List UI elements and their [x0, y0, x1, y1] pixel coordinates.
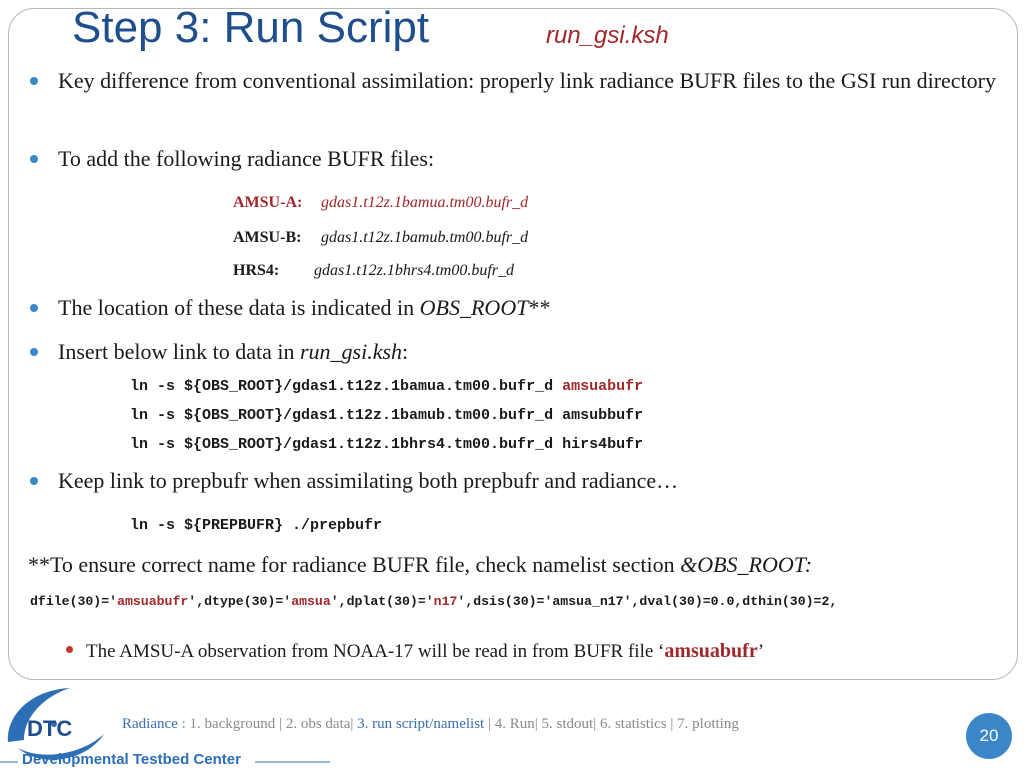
link-command-amsua: [130, 378, 643, 395]
bufr-filename: gdas1.t12z.1bhrs4.tm00.bufr_d: [314, 262, 515, 279]
nav-item-run-script[interactable]: 3. run script/namelist: [357, 716, 485, 732]
slide-title: Step 3: Run Script: [72, 3, 430, 52]
bullet-text: The location of these data is indicated in: [58, 295, 420, 320]
sub-bullet-text: The AMSU-A observation from NOAA-17 will be read in from BUFR file ‘: [86, 641, 665, 662]
dtc-logo-text: DTC: [27, 716, 73, 741]
dfile-part: ',dsis(30)='amsua_n17',dval(30)=0.0,dthin(30)=2,: [457, 594, 838, 609]
nav-separator: :: [177, 716, 190, 732]
bufr-filename: gdas1.t12z.1bamua.tm00.bufr_d: [321, 194, 529, 211]
bufr-file-amsub: [233, 229, 528, 247]
bufr-label: HRS4:: [233, 262, 280, 279]
bullet-dot-icon: [30, 348, 38, 356]
namelist-note: [28, 552, 812, 578]
dfile-part: ',dplat(30)=': [330, 594, 434, 609]
nav-item-run[interactable]: 4. Run: [494, 716, 535, 732]
bufr-file-amsua: [233, 194, 528, 212]
link-target: amsuabufr: [562, 378, 644, 395]
sub-bullet-amsua-note: [66, 640, 764, 663]
bufr-label: AMSU-B:: [233, 229, 302, 246]
bullet-text: Key difference from conventional assimilation: properly link radiance BUFR files to the GSI run directory: [58, 68, 997, 93]
dfile-namelist-line: [30, 594, 837, 609]
link-command-hirs4: [130, 436, 643, 453]
bullet-dot-icon: [30, 77, 38, 85]
bullet-insert-link: [30, 335, 408, 369]
nav-item-background[interactable]: 1. background: [189, 716, 276, 732]
page-number-badge: 20: [966, 713, 1012, 759]
dfile-value-file: amsuabufr: [117, 594, 189, 609]
bullet-text-suffix: :: [402, 339, 409, 364]
nav-current-section: Radiance: [122, 716, 178, 732]
link-command-text: ln -s ${OBS_ROOT}/gdas1.t12z.1bamua.tm00.bufr_d: [130, 378, 563, 395]
dfile-value-type: amsua: [291, 594, 331, 609]
bullet-text: Insert below link to data in: [58, 339, 300, 364]
bullet-dot-icon: [30, 304, 38, 312]
obs-root-variable: OBS_ROOT: [419, 295, 529, 320]
prepbufr-command: ln -s ${PREPBUFR} ./prepbufr: [130, 517, 383, 534]
bullet-prepbufr: [30, 464, 678, 498]
note-text: **To ensure correct name for radiance BUFR file, check namelist section: [28, 552, 681, 577]
nav-item-stdout[interactable]: 5. stdout: [541, 716, 594, 732]
bullet-text-suffix: **: [528, 295, 551, 320]
section-nav: Radiance : 1. background | 2. obs data| 3. run script/namelist | 4. Run| 5. stdout| 6. statistics | 7. plotting: [122, 716, 739, 732]
sub-bullet-dot-icon: [66, 646, 73, 653]
link-command-text: ln -s ${OBS_ROOT}/gdas1.t12z.1bamub.tm00.bufr_d: [130, 407, 563, 424]
dfile-value-platform: n17: [433, 594, 458, 609]
bufr-filename: gdas1.t12z.1bamub.tm00.bufr_d: [321, 229, 529, 246]
link-target: amsubbufr: [562, 407, 644, 424]
bullet-dot-icon: [30, 155, 38, 163]
dfile-part: dfile(30)=': [30, 594, 118, 609]
sub-bullet-suffix: ’: [757, 641, 765, 662]
link-target: hirs4bufr: [562, 436, 644, 453]
bullet-text: Keep link to prepbufr when assimilating both prepbufr and radiance…: [58, 468, 679, 493]
link-command-amsub: [130, 407, 643, 424]
dfile-part: ',dtype(30)=': [188, 594, 292, 609]
bullet-key-difference: [30, 64, 1000, 98]
bullet-dot-icon: [30, 477, 38, 485]
bullet-obs-root: [30, 291, 550, 325]
script-name: run_gsi.ksh: [299, 339, 403, 364]
nav-item-statistics[interactable]: 6. statistics: [599, 716, 667, 732]
bullet-add-files: [30, 142, 434, 176]
link-command-text: ln -s ${OBS_ROOT}/gdas1.t12z.1bhrs4.tm00.bufr_d: [130, 436, 563, 453]
bufr-label: AMSU-A:: [233, 194, 303, 211]
namelist-section: &OBS_ROOT:: [680, 552, 813, 577]
nav-item-obs-data[interactable]: 2. obs data: [285, 716, 351, 732]
nav-item-plotting[interactable]: 7. plotting: [677, 716, 739, 732]
bullet-text: To add the following radiance BUFR files:: [58, 146, 435, 171]
slide-subtitle: run_gsi.ksh: [546, 22, 669, 49]
sub-bullet-file: amsuabufr: [664, 640, 758, 662]
dtc-logo-caption: Developmental Testbed Center: [22, 751, 241, 768]
bufr-file-hrs4: [233, 262, 514, 280]
